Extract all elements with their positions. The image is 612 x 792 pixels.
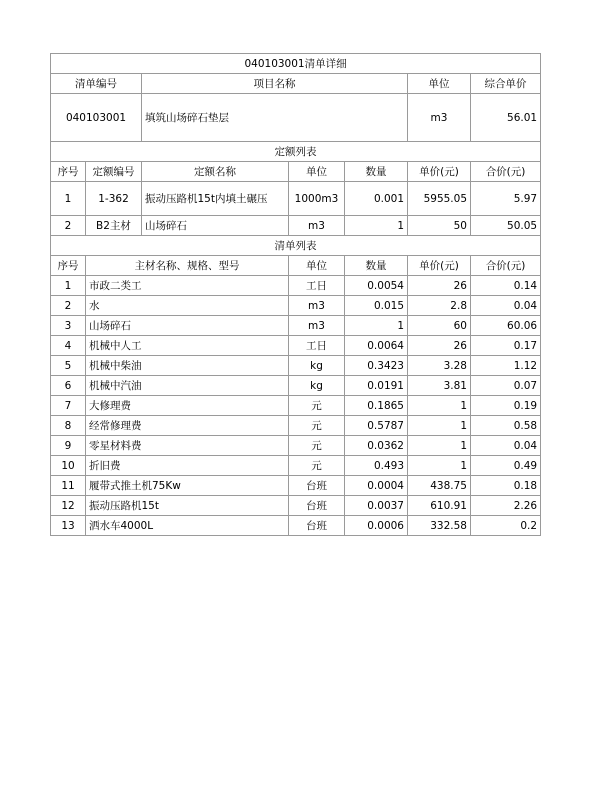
quota-section-title: 定额列表 [51,142,541,162]
material-total: 0.19 [471,396,541,416]
material-name: 机械中柴油 [86,356,289,376]
material-name: 零星材料费 [86,436,289,456]
material-name: 山场碎石 [86,316,289,336]
material-unit: m3 [289,316,345,336]
material-price: 1 [408,436,471,456]
material-unit: 元 [289,456,345,476]
material-no: 11 [51,476,86,496]
material-no: 4 [51,336,86,356]
material-price: 60 [408,316,471,336]
material-total: 0.17 [471,336,541,356]
material-name: 履带式推土机75Kw [86,476,289,496]
quota-header-row [51,162,541,182]
sheet-title: 040103001清单详细 [51,54,541,74]
quota-price: 5955.05 [408,182,471,216]
bill-detail-table [50,53,541,536]
code-header: 清单编号 [51,74,142,94]
material-row [51,296,541,316]
quota-price: 50 [408,216,471,236]
material-section-title-row [51,236,541,256]
material-no: 5 [51,356,86,376]
material-name: 机械中人工 [86,336,289,356]
quota-no: 2 [51,216,86,236]
material-total: 60.06 [471,316,541,336]
material-unit: 台班 [289,516,345,536]
material-no: 7 [51,396,86,416]
material-no: 13 [51,516,86,536]
material-total: 2.26 [471,496,541,516]
material-qty: 0.0064 [345,336,408,356]
material-unit: kg [289,356,345,376]
quota-total: 5.97 [471,182,541,216]
quota-col-unit: 单位 [289,162,345,182]
material-qty: 0.0054 [345,276,408,296]
quota-code: B2主材 [86,216,142,236]
material-row [51,376,541,396]
quota-col-code: 定额编号 [86,162,142,182]
quota-qty: 1 [345,216,408,236]
material-qty: 0.015 [345,296,408,316]
material-row [51,316,541,336]
material-row [51,436,541,456]
material-name: 经常修理费 [86,416,289,436]
material-total: 0.07 [471,376,541,396]
material-row [51,456,541,476]
material-price: 3.81 [408,376,471,396]
material-name: 市政二类工 [86,276,289,296]
quota-qty: 0.001 [345,182,408,216]
material-price: 332.58 [408,516,471,536]
quota-unit: 1000m3 [289,182,345,216]
material-no: 8 [51,416,86,436]
material-unit: 工日 [289,276,345,296]
material-total: 0.2 [471,516,541,536]
quota-col-price: 单价(元) [408,162,471,182]
material-row [51,356,541,376]
material-name: 振动压路机15t [86,496,289,516]
material-name: 机械中汽油 [86,376,289,396]
material-price: 1 [408,456,471,476]
material-total: 0.04 [471,436,541,456]
material-header-row [51,256,541,276]
quota-unit: m3 [289,216,345,236]
material-no: 10 [51,456,86,476]
material-name: 水 [86,296,289,316]
material-section-title: 清单列表 [51,236,541,256]
material-total: 1.12 [471,356,541,376]
material-qty: 0.5787 [345,416,408,436]
material-qty: 0.493 [345,456,408,476]
material-qty: 1 [345,316,408,336]
material-price: 1 [408,416,471,436]
material-price: 1 [408,396,471,416]
material-unit: m3 [289,296,345,316]
material-no: 1 [51,276,86,296]
material-no: 6 [51,376,86,396]
title-row [51,54,541,74]
item-unit: m3 [408,94,471,142]
material-col-no: 序号 [51,256,86,276]
material-qty: 0.0037 [345,496,408,516]
material-row [51,396,541,416]
material-no: 9 [51,436,86,456]
bill-detail-sheet [50,53,541,536]
material-price: 26 [408,336,471,356]
quota-col-name: 定额名称 [142,162,289,182]
material-col-name: 主材名称、规格、型号 [86,256,289,276]
quota-no: 1 [51,182,86,216]
item-name: 填筑山场碎石垫层 [142,94,408,142]
material-total: 0.14 [471,276,541,296]
material-no: 12 [51,496,86,516]
material-qty: 0.3423 [345,356,408,376]
material-qty: 0.0362 [345,436,408,456]
material-price: 610.91 [408,496,471,516]
material-unit: 工日 [289,336,345,356]
material-qty: 0.1865 [345,396,408,416]
quota-total: 50.05 [471,216,541,236]
material-row [51,516,541,536]
material-name: 大修理费 [86,396,289,416]
price-header: 综合单价 [471,74,541,94]
name-header: 项目名称 [142,74,408,94]
quota-col-no: 序号 [51,162,86,182]
material-row [51,276,541,296]
material-row [51,416,541,436]
material-row [51,476,541,496]
material-price: 26 [408,276,471,296]
quota-name: 山场碎石 [142,216,289,236]
material-unit: 元 [289,436,345,456]
material-total: 0.58 [471,416,541,436]
material-row [51,496,541,516]
quota-row [51,182,541,216]
material-total: 0.04 [471,296,541,316]
material-unit: 台班 [289,476,345,496]
material-unit: kg [289,376,345,396]
item-price: 56.01 [471,94,541,142]
material-unit: 台班 [289,496,345,516]
quota-col-qty: 数量 [345,162,408,182]
material-row [51,336,541,356]
material-total: 0.49 [471,456,541,476]
unit-header: 单位 [408,74,471,94]
material-col-total: 合价(元) [471,256,541,276]
material-name: 洒水车4000L [86,516,289,536]
header-row [51,74,541,94]
material-total: 0.18 [471,476,541,496]
material-unit: 元 [289,396,345,416]
item-row [51,94,541,142]
item-code: 040103001 [51,94,142,142]
material-qty: 0.0004 [345,476,408,496]
material-col-qty: 数量 [345,256,408,276]
quota-name: 振动压路机15t内填土碾压 [142,182,289,216]
material-qty: 0.0006 [345,516,408,536]
quota-section-title-row [51,142,541,162]
material-col-unit: 单位 [289,256,345,276]
material-no: 2 [51,296,86,316]
quota-code: 1-362 [86,182,142,216]
material-col-price: 单价(元) [408,256,471,276]
material-no: 3 [51,316,86,336]
material-price: 3.28 [408,356,471,376]
material-unit: 元 [289,416,345,436]
material-price: 438.75 [408,476,471,496]
material-qty: 0.0191 [345,376,408,396]
material-price: 2.8 [408,296,471,316]
quota-row [51,216,541,236]
material-name: 折旧费 [86,456,289,476]
quota-col-total: 合价(元) [471,162,541,182]
